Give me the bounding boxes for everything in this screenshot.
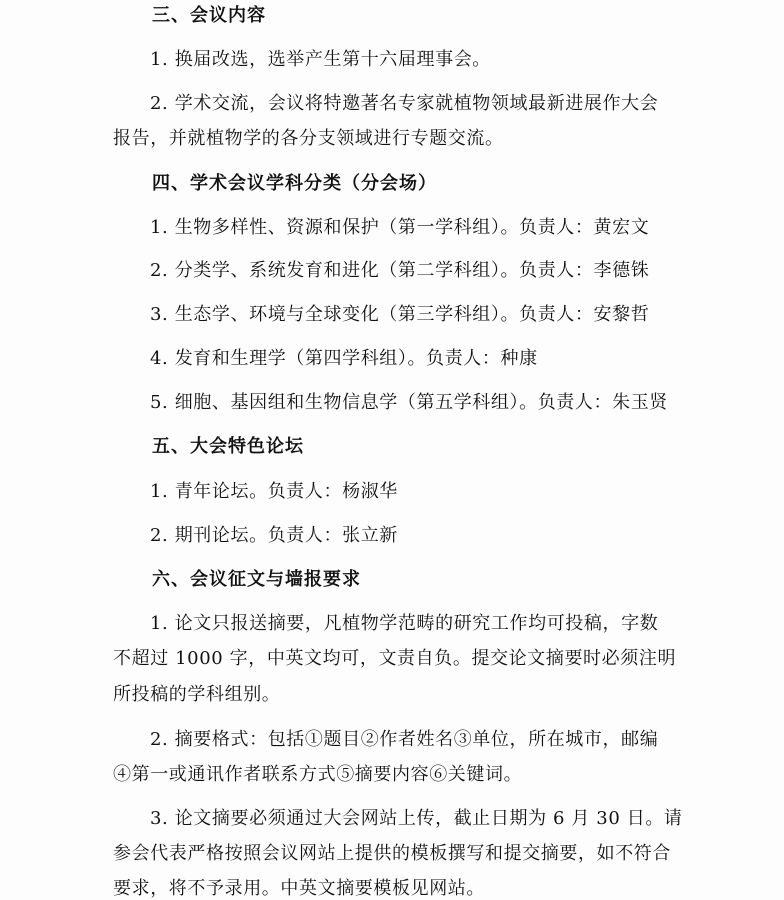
list-item: 2. 期刊论坛。负责人：张立新 bbox=[150, 525, 398, 546]
list-item: 1. 生物多样性、资源和保护（第一学科组）。负责人：黄宏文 bbox=[150, 217, 650, 238]
list-item: 2. 分类学、系统发育和进化（第二学科组）。负责人：李德铢 bbox=[150, 260, 650, 281]
paragraph-line: ④第一或通讯作者联系方式⑤摘要内容⑥关键词。 bbox=[113, 764, 523, 785]
paragraph-line: 3. 论文摘要必须通过大会网站上传，截止日期为 6 月 30 日。请 bbox=[150, 808, 683, 829]
list-item: 3. 生态学、环境与全球变化（第三学科组）。负责人：安黎哲 bbox=[150, 304, 650, 325]
list-item: 5. 细胞、基因组和生物信息学（第五学科组）。负责人：朱玉贤 bbox=[150, 392, 668, 413]
paragraph-line: 不超过 1000 字，中英文均可，文责自负。提交论文摘要时必须注明 bbox=[113, 648, 677, 669]
paragraph-line: 所投稿的学科组别。 bbox=[113, 684, 281, 705]
paragraph-line: 参会代表严格按照会议网站上提供的模板撰写和提交摘要，如不符合 bbox=[113, 843, 671, 864]
section-heading: 三、会议内容 bbox=[152, 5, 266, 26]
paragraph-line: 要求，将不予录用。中英文摘要模板见网站。 bbox=[113, 878, 485, 899]
paragraph-line: 报告，并就植物学的各分支领域进行专题交流。 bbox=[113, 128, 504, 149]
section-heading: 六、会议征文与墙报要求 bbox=[152, 569, 361, 590]
paragraph-line: 2. 摘要格式：包括①题目②作者姓名③单位，所在城市，邮编 bbox=[150, 729, 659, 750]
section-heading: 四、学术会议学科分类（分会场） bbox=[152, 173, 437, 194]
paragraph-line: 1. 换届改选，选举产生第十六届理事会。 bbox=[150, 49, 491, 70]
list-item: 4. 发育和生理学（第四学科组）。负责人：种康 bbox=[150, 348, 538, 369]
paragraph-line: 2. 学术交流，会议将特邀著名专家就植物领域最新进展作大会 bbox=[150, 93, 659, 114]
list-item: 1. 青年论坛。负责人：杨淑华 bbox=[150, 481, 398, 502]
paragraph-line: 1. 论文只报送摘要，凡植物学范畴的研究工作均可投稿，字数 bbox=[150, 613, 659, 634]
section-heading: 五、大会特色论坛 bbox=[152, 436, 304, 457]
